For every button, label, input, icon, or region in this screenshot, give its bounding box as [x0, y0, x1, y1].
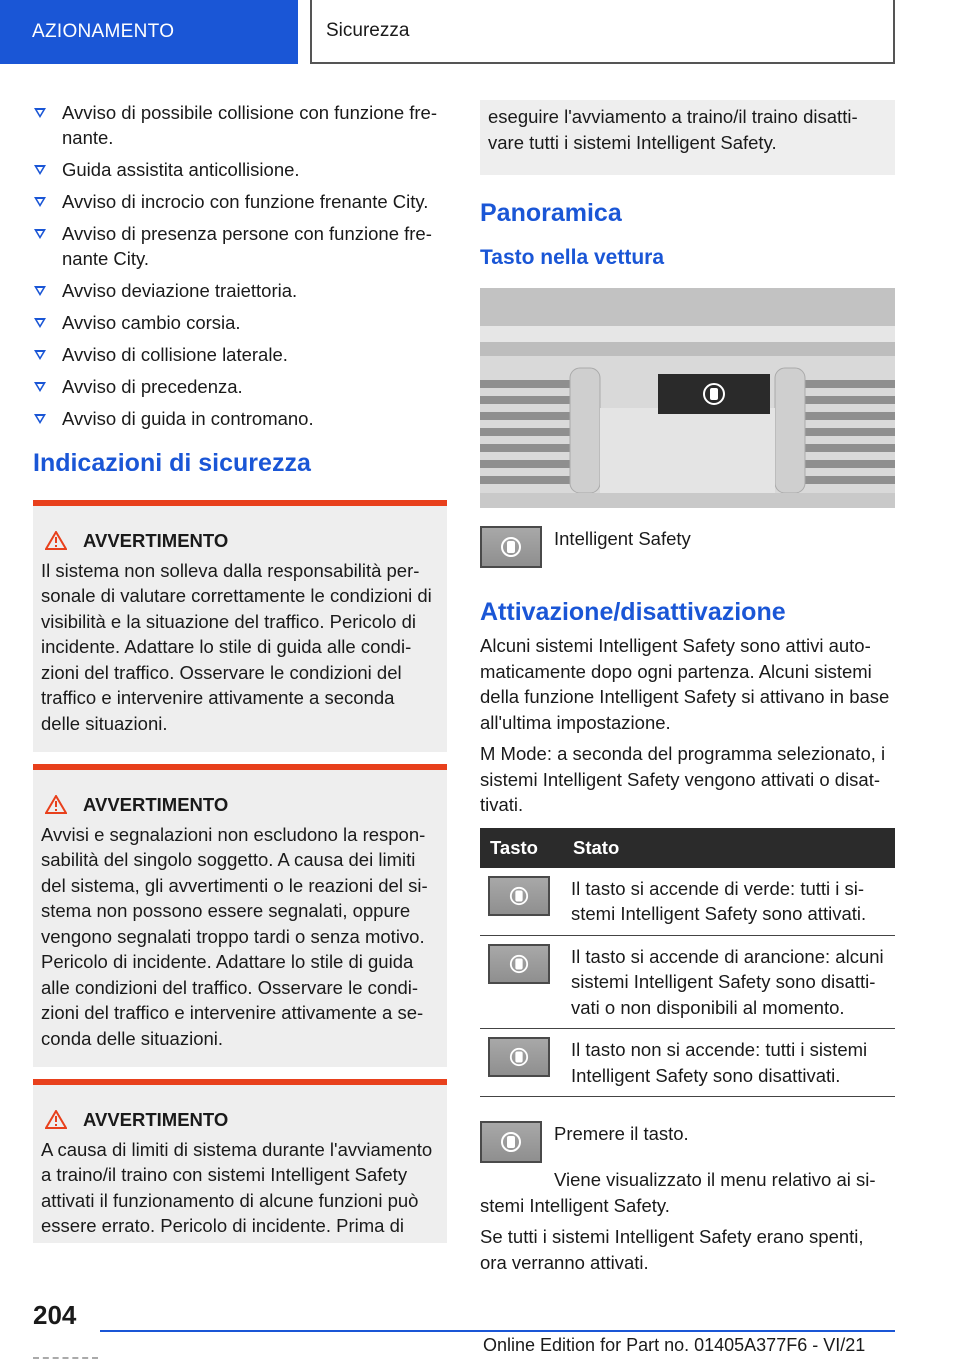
list-item: Avviso di collisione laterale.	[33, 342, 447, 367]
overview-heading: Panoramica	[480, 199, 622, 227]
list-item: Avviso di incrocio con funzione frenante City.	[33, 189, 447, 214]
status-text: Il tasto non si accende: tutti i sistemi Intelligent Safety sono disattivati.	[563, 1029, 895, 1097]
warning-triangle-icon	[45, 795, 67, 814]
warning-triangle-icon	[45, 1110, 67, 1129]
status-text: Il tasto si accende di arancione: alcuni sistemi Intelligent Safety sono disatti-vati o non disponibili al momento.	[563, 935, 895, 1029]
press-text: Premere il tasto.	[554, 1123, 689, 1144]
bullet-triangle-icon	[34, 382, 46, 392]
list-item: Avviso deviazione traiettoria.	[33, 278, 447, 303]
warning-title: AVVERTIMENTO	[41, 528, 437, 554]
button-caption: Intelligent Safety	[554, 528, 691, 549]
bullet-triangle-icon	[34, 165, 46, 175]
table-header-status: Stato	[563, 828, 895, 868]
warning-title: AVVERTIMENTO	[41, 1107, 437, 1133]
warning-box	[33, 764, 447, 1067]
activation-heading: Attivazione/disattivazione	[480, 598, 786, 626]
warning-continuation: eseguire l'avviamento a traino/il traino disatti-vare tutti i sistemi Intelligent Safety.	[480, 100, 895, 175]
bullet-triangle-icon	[34, 229, 46, 239]
section-title: AZIONAMENTO	[32, 21, 175, 42]
bullet-triangle-icon	[34, 197, 46, 207]
button-orange-icon	[488, 944, 550, 984]
dashboard-photo	[480, 288, 895, 508]
press-instruction	[480, 1121, 895, 1163]
activation-paragraph: Alcuni sistemi Intelligent Safety sono attivi auto-maticamente dopo ogni partenza. Alcuni sistemi della funzione Intelligent Safety si attivano in base all'ultima impostazione.	[480, 635, 890, 733]
warning-box	[33, 1079, 447, 1243]
page-number: 204	[33, 1300, 77, 1330]
bullet-triangle-icon	[34, 108, 46, 118]
edition-text: Online Edition for Part no. 01405A377F6 - VI/21	[483, 1335, 866, 1355]
bullet-triangle-icon	[34, 350, 46, 360]
bullet-triangle-icon	[34, 414, 46, 424]
button-legend	[480, 526, 895, 568]
table-header-button: Tasto	[480, 828, 563, 868]
status-text: Il tasto si accende di verde: tutti i si-stemi Intelligent Safety sono attivati.	[563, 868, 895, 936]
warning-triangle-icon	[45, 531, 67, 550]
menu-text: Viene visualizzato il menu relativo ai si-stemi Intelligent Safety.	[480, 1169, 876, 1216]
left-column	[33, 100, 447, 1243]
footer-rule	[100, 1330, 895, 1332]
safety-heading: Indicazioni di sicurezza	[33, 449, 311, 477]
table-row	[480, 935, 895, 1029]
warning-title: AVVERTIMENTO	[41, 792, 437, 818]
footer-dash	[33, 1357, 98, 1359]
section-tab	[0, 0, 298, 64]
intelligent-safety-button-icon	[480, 1121, 542, 1163]
feature-list	[33, 100, 447, 431]
list-item: Avviso di presenza persone con funzione fre-nante City.	[33, 221, 447, 271]
table-row	[480, 1029, 895, 1097]
bullet-triangle-icon	[34, 318, 46, 328]
bullet-triangle-icon	[34, 286, 46, 296]
warning-text: Il sistema non solleva dalla responsabilità per-sonale di valutare correttamente le condizioni di visibilità e la situazione del traffico. Pericolo di incidente. Adattare lo stile di guida alle condi-zioni del traffico. Osservare le condizioni del traffico e intervenire attivamente a seconda delle situazioni.	[41, 559, 432, 734]
topic-tab	[310, 0, 895, 64]
status-table	[480, 828, 895, 1098]
mmode-paragraph: M Mode: a seconda del programma selezionato, i sistemi Intelligent Safety vengono attivati o disat-tivati.	[480, 743, 886, 815]
table-row	[480, 868, 895, 936]
topic-title: Sicurezza	[326, 20, 410, 41]
button-subheading: Tasto nella vettura	[480, 246, 664, 269]
button-off-icon	[488, 1037, 550, 1077]
warning-text: A causa di limiti di sistema durante l'avviamento a traino/il traino con sistemi Intelligent Safety attivati il funzionamento di alcune funzioni può essere errato. Pericolo di incidente. Prima di	[41, 1138, 433, 1236]
list-item: Avviso di possibile collisione con funzione fre-nante.	[33, 100, 447, 150]
warning-box	[33, 500, 447, 752]
final-text: Se tutti i sistemi Intelligent Safety erano spenti, ora verranno attivati.	[480, 1226, 864, 1273]
warning-text: Avvisi e segnalazioni non escludono la respon-sabilità del singolo soggetto. A causa dei limiti del sistema, gli avvertimenti o le reazioni del si-stema non possono essere segnalati, oppure vengono segnalati troppo tardi o senza motivo. Pericolo di incidente. Adattare lo stile di guida alle condizioni del traffico. Osservare le condi-zioni del traffico e intervenire attivamente a se-conda delle situazioni.	[41, 823, 428, 1049]
button-green-icon	[488, 876, 550, 916]
list-item: Avviso di precedenza.	[33, 374, 447, 399]
list-item: Avviso cambio corsia.	[33, 310, 447, 335]
intelligent-safety-button-icon	[480, 526, 542, 568]
right-column	[480, 100, 895, 1275]
list-item: Avviso di guida in contromano.	[33, 406, 447, 431]
list-item: Guida assistita anticollisione.	[33, 157, 447, 182]
